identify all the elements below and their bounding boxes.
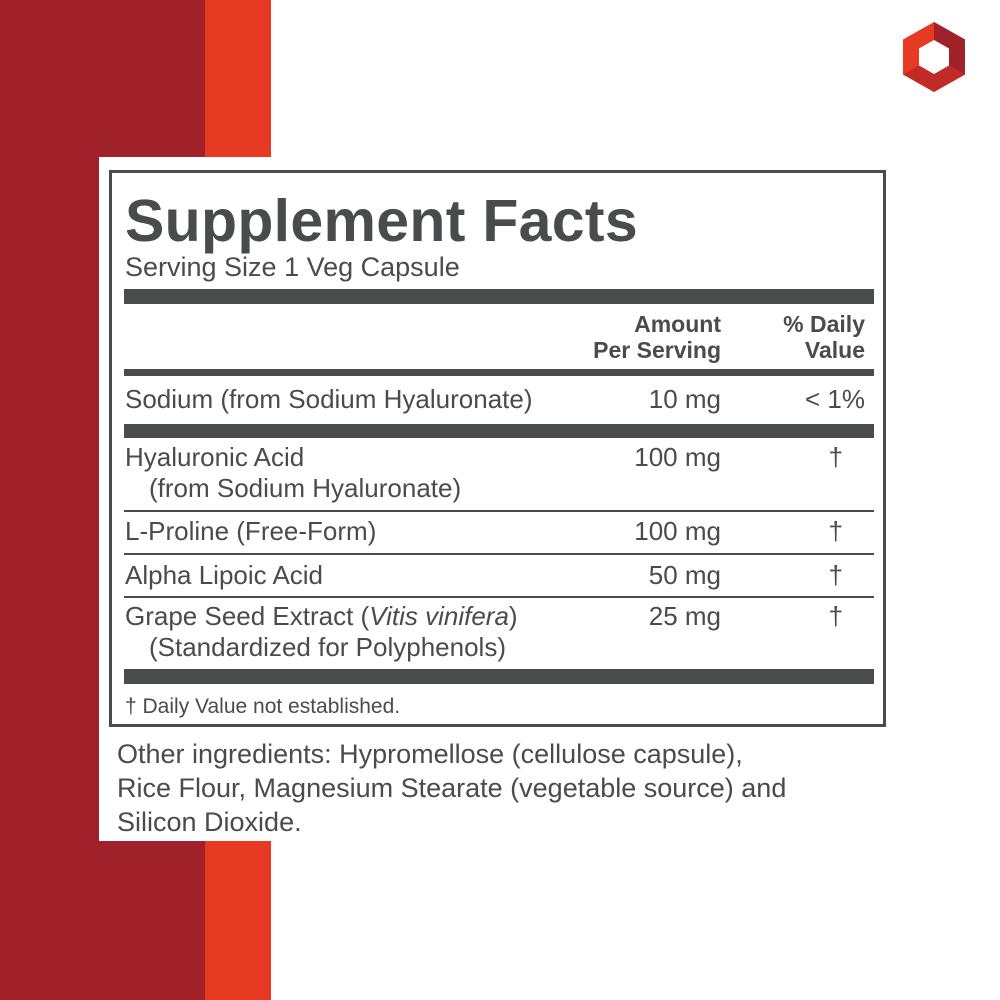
hexagon-cube-icon — [903, 22, 965, 92]
facts-title: Supplement Facts — [125, 188, 638, 254]
row-divider — [124, 553, 874, 555]
botanical-name: Vitis vinifera — [369, 601, 509, 631]
row-divider — [124, 510, 874, 512]
nutrient-name-detail: (from Sodium Hyaluronate) — [149, 473, 462, 503]
nutrient-amount: 25 mg — [648, 601, 721, 631]
nutrient-name: Hyaluronic Acid — [125, 442, 305, 472]
supplement-facts-panel — [109, 170, 886, 727]
nutrient-name: Sodium (from Sodium Hyaluronate) — [125, 384, 533, 414]
nutrient-name: Alpha Lipoic Acid — [125, 560, 324, 590]
thick-divider — [124, 289, 874, 304]
nutrient-name-detail: (Standardized for Polyphenols) — [149, 632, 506, 662]
thick-divider — [124, 669, 874, 684]
medium-divider — [124, 369, 874, 376]
supplement-card — [99, 157, 900, 841]
nutrient-daily-value: † — [828, 560, 843, 590]
nutrient-daily-value: † — [828, 601, 843, 631]
nutrient-amount: 100 mg — [634, 516, 721, 546]
nutrient-daily-value: † — [828, 516, 843, 546]
thick-divider — [124, 424, 874, 438]
nutrient-name: Grape Seed Extract (Vitis vinifera) — [125, 601, 518, 631]
daily-value-footnote: † Daily Value not established. — [125, 695, 401, 718]
nutrient-name: L-Proline (Free-Form) — [125, 516, 377, 546]
nutrient-daily-value: † — [828, 442, 843, 472]
daily-value-header: % Daily Value — [783, 311, 865, 363]
nutrient-daily-value: < 1% — [805, 384, 865, 414]
nutrient-amount: 50 mg — [648, 560, 721, 590]
serving-size: Serving Size 1 Veg Capsule — [125, 252, 460, 282]
nutrient-amount: 10 mg — [648, 384, 721, 414]
amount-header: Amount Per Serving — [593, 311, 721, 363]
other-ingredients: Other ingredients: Hypromellose (cellulose capsule), Rice Flour, Magnesium Stearate (vegetable source) and Silicon Dioxide. — [117, 739, 787, 837]
nutrient-amount: 100 mg — [634, 442, 721, 472]
row-divider — [124, 596, 874, 598]
